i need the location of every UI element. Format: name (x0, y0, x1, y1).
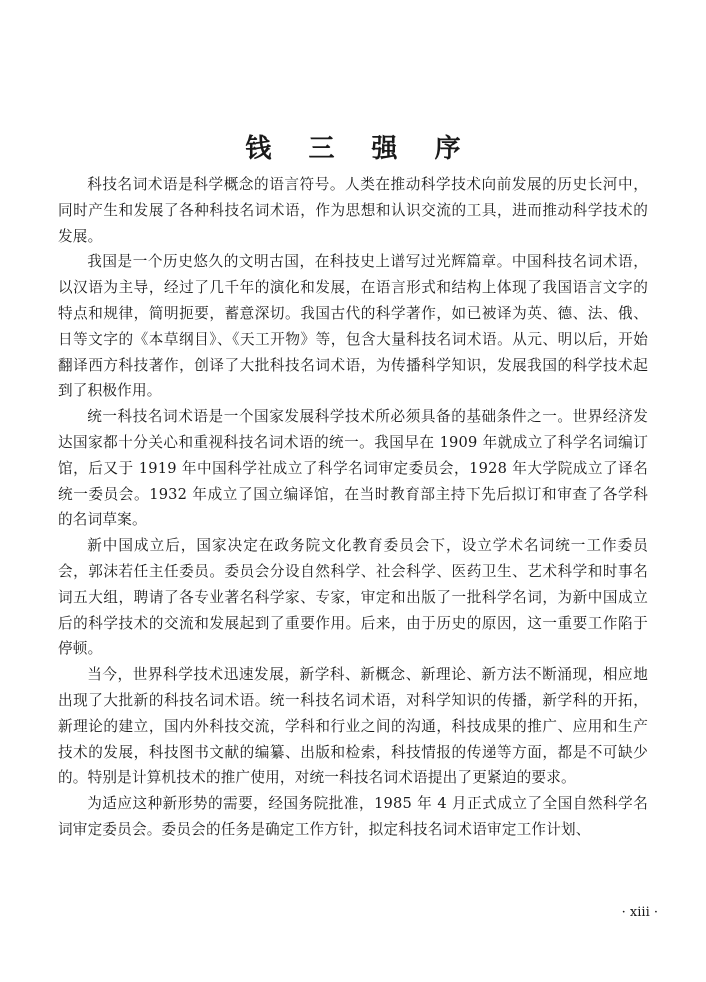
page-number: · xiii · (621, 905, 658, 920)
preface-body (58, 172, 648, 843)
paragraph-1: 科技名词术语是科学概念的语言符号。人类在推动科学技术向前发展的历史长河中，同时产生和发展了各种科技名词术语，作为思想和认识交流的工具，进而推动科学技术的发展。 (58, 176, 648, 245)
paragraph-6: 为适应这种新形势的需要，经国务院批准，1985 年 4 月正式成立了全国自然科学名词审定委员会。委员会的任务是确定工作方针，拟定科技名词术语审定工作计划、 (58, 795, 648, 838)
paragraph-4: 新中国成立后，国家决定在政务院文化教育委员会下，设立学术名词统一工作委员会，郭沫若任主任委员。委员会分设自然科学、社会科学、医药卫生、艺术科学和时事名词五大组，聘请了各专业著名科学家、专家，审定和出版了一批科学名词，为新中国成立后的科学技术的交流和发展起到了重要作用。后来，由于历史的原因，这一重要工作陷于停顿。 (58, 537, 648, 658)
paragraph-3: 统一科技名词术语是一个国家发展科学技术所必须具备的基础条件之一。世界经济发达国家都十分关心和重视科技名词术语的统一。我国早在 1909 年就成立了科学名词编订馆，后又于 1919 年中国科学社成立了科学名词审定委员会，1928 年大学院成立了译名统一委员会。1932 年成立了国立编译馆，在当时教育部主持下先后拟订和审查了各学科的名词草案。 (58, 408, 648, 529)
paragraph-5: 当今，世界科学技术迅速发展，新学科、新概念、新理论、新方法不断涌现，相应地出现了大批新的科技名词术语。统一科技名词术语，对科学知识的传播，新学科的开拓，新理论的建立，国内外科技交流，学科和行业之间的沟通，科技成果的推广、应用和生产技术的发展，科技图书文献的编纂、出版和检索，科技情报的传递等方面，都是不可缺少的。特别是计算机技术的推广使用，对统一科技名词术语提出了更紧迫的要求。 (58, 666, 648, 787)
page-title: 钱 三 强 序 (245, 134, 475, 165)
paragraph-2: 我国是一个历史悠久的文明古国，在科技史上谱写过光辉篇章。中国科技名词术语，以汉语为主导，经过了几千年的演化和发展，在语言形式和结构上体现了我国语言文字的特点和规律，简明扼要，蓄意深切。我国古代的科学著作，如已被译为英、德、法、俄、日等文字的《本草纲目》、《天工开物》等，包含大量科技名词术语。从元、明以后，开始翻译西方科技著作，创译了大批科技名词术语，为传播科学知识，发展我国的科学技术起到了积极作用。 (58, 253, 648, 400)
